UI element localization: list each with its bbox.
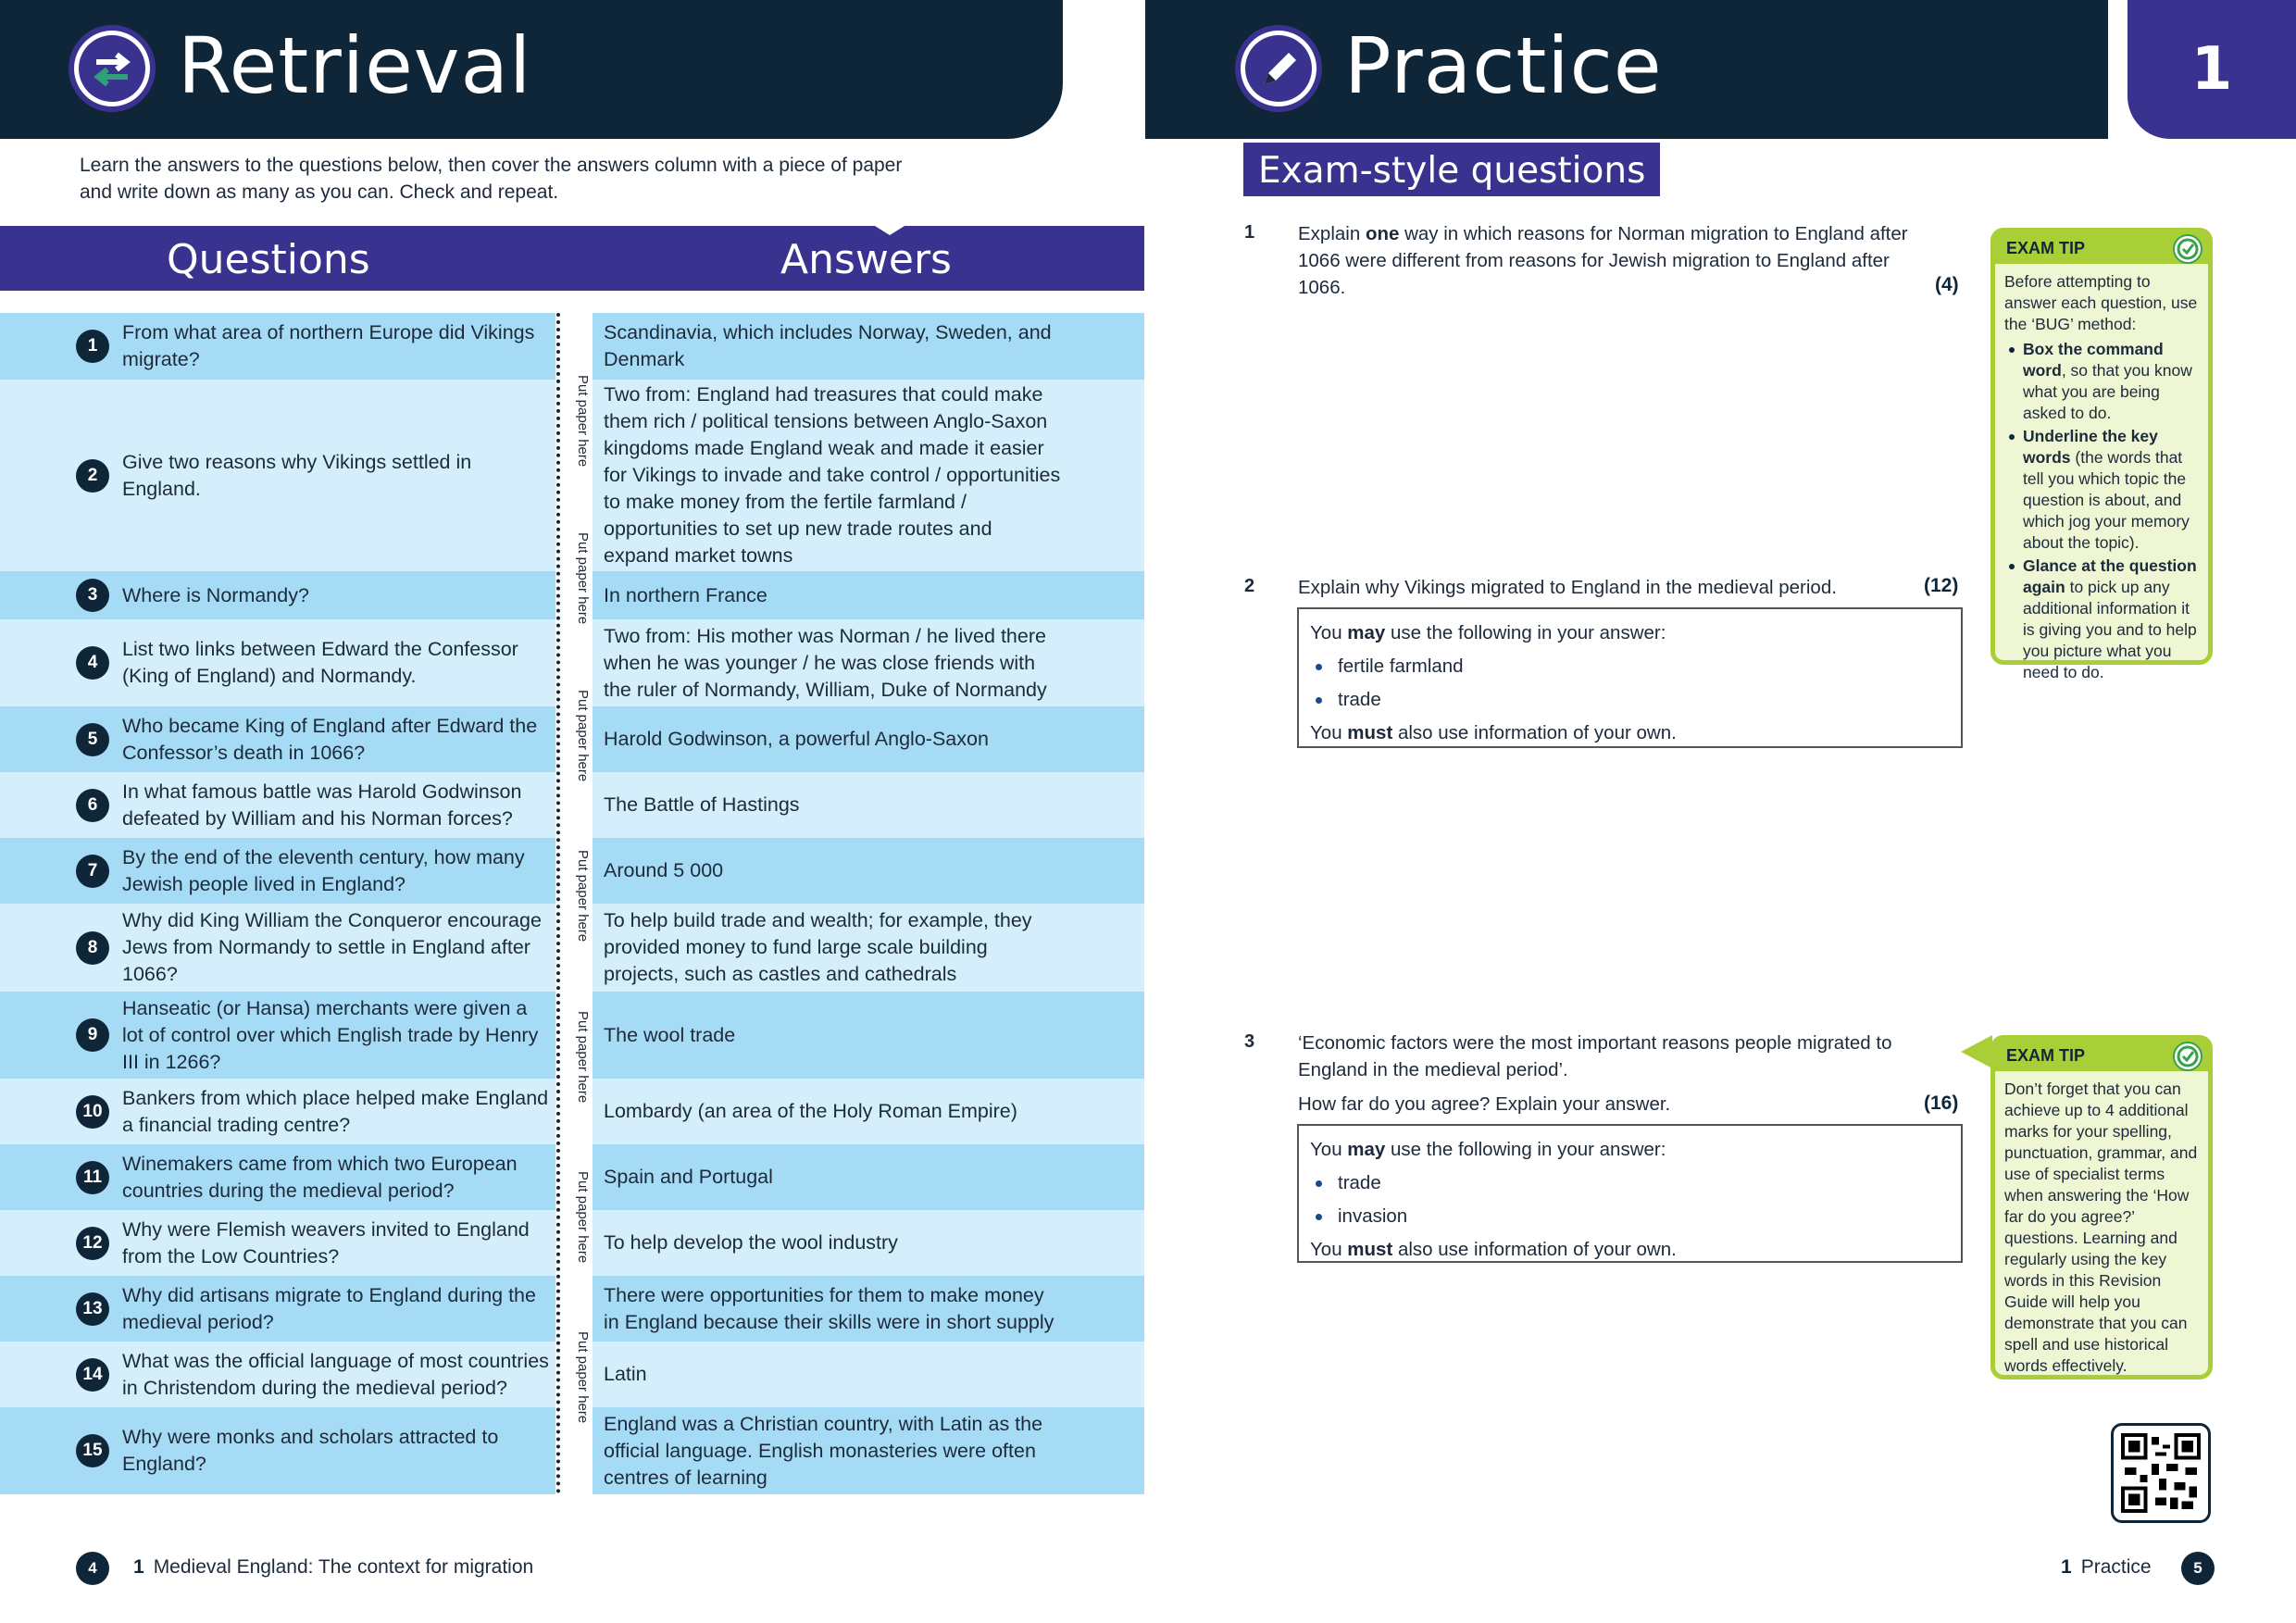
- question-3-hint-box: [1297, 1124, 1963, 1263]
- question-cell: In what famous battle was Harold Godwinson defeated by William and his Norman forces?: [0, 772, 555, 838]
- tip-item: Glance at the question again to pick up any additional information it is giving you and to help you picture what you need to do.: [2004, 556, 2199, 683]
- exam-tip-header: EXAM TIP: [1995, 232, 2208, 264]
- question-cell: Why were Flemish weavers invited to England from the Low Countries?: [0, 1210, 555, 1276]
- exam-tip-box: [1990, 1035, 2213, 1380]
- answer-cell: Lombardy (an area of the Holy Roman Empire): [593, 1079, 1144, 1144]
- row-number: 10: [76, 1095, 109, 1129]
- answer-cell: Around 5 000: [593, 838, 1144, 904]
- answer-cell: To help develop the wool industry: [593, 1210, 1144, 1276]
- answer-cell: Two from: His mother was Norman / he lived there when he was younger / he was close friends with the ruler of Normandy, William, Duke of Normandy: [593, 619, 1144, 706]
- chapter-footer: [133, 1556, 533, 1579]
- row-number: 2: [76, 459, 109, 493]
- answer-cell: England was a Christian country, with Latin as the official language. English monasteries were often centres of learning: [593, 1407, 1144, 1494]
- answer-cell: There were opportunities for them to make money in England because their skills were in short supply: [593, 1276, 1144, 1342]
- hint-own: You must also use information of your own.: [1310, 1239, 1677, 1260]
- hint-intro: You may use the following in your answer:: [1310, 622, 1666, 643]
- question-cell: Hanseatic (or Hansa) merchants were given a lot of control over which English trade by Henry III in 1266?: [0, 992, 555, 1079]
- questions-header: Questions: [167, 236, 370, 283]
- put-paper-label: Put paper here: [575, 532, 591, 625]
- qr-code[interactable]: [2111, 1423, 2211, 1523]
- practice-title: Practice: [1344, 20, 1663, 111]
- row-number: 14: [76, 1358, 109, 1392]
- hint-bullet: trade: [1310, 1167, 1950, 1200]
- section-heading: Exam-style questions: [1243, 143, 1660, 196]
- question-cell: Winemakers came from which two European countries during the medieval period?: [0, 1144, 555, 1210]
- answer-cell: The Battle of Hastings: [593, 772, 1144, 838]
- table-row: [0, 313, 1144, 380]
- answer-cell: In northern France: [593, 571, 1144, 619]
- put-paper-label: Put paper here: [575, 1171, 591, 1264]
- question-cell: From what area of northern Europe did Vikings migrate?: [0, 313, 555, 380]
- question-cell: Where is Normandy?: [0, 571, 555, 619]
- qa-header: [0, 226, 1144, 291]
- answer-cell: To help build trade and wealth; for example, they provided money to fund large scale building projects, such as castles and cathedrals: [593, 904, 1144, 992]
- question-1-marks: (4): [1935, 274, 1959, 295]
- answer-cell: Harold Godwinson, a powerful Anglo-Saxon: [593, 706, 1144, 772]
- put-paper-label: Put paper here: [575, 375, 591, 468]
- put-paper-label: Put paper here: [575, 690, 591, 782]
- question-cell: Who became King of England after Edward the Confessor’s death in 1066?: [0, 706, 555, 772]
- question-1-text: Explain one way in which reasons for Norman migration to England after 1066 were different from reasons for Jewish migration to England after 1066.: [1298, 223, 1908, 298]
- page-number-right: 5: [2181, 1552, 2215, 1585]
- row-number: 7: [76, 855, 109, 888]
- hint-bullet: trade: [1310, 683, 1950, 717]
- answer-cell: Latin: [593, 1342, 1144, 1407]
- row-number: 11: [76, 1161, 109, 1194]
- retrieval-intro: Learn the answers to the questions below, then cover the answers column with a piece of paper and write down as many as you can. Check and repeat.: [80, 155, 903, 203]
- exam-tip-body: [1995, 264, 2208, 694]
- row-number: 4: [76, 646, 109, 680]
- pencil-icon: [1235, 25, 1322, 112]
- put-paper-label: Put paper here: [575, 1331, 591, 1424]
- question-2-hint-box: [1297, 607, 1963, 748]
- answer-cell: Two from: England had treasures that could make them rich / political tensions between Anglo-Saxon kingdoms made England weak and made it easier for Vikings to invade and take control / opportunities to make money from the fertile farmland / opportunities to set up new trade routes and expand market towns: [593, 380, 1144, 571]
- answer-cell: Scandinavia, which includes Norway, Sweden, and Denmark: [593, 313, 1144, 380]
- retrieval-title: Retrieval: [178, 20, 532, 111]
- row-number: 9: [76, 1018, 109, 1052]
- footer-chapter-title: Medieval England: The context for migration: [153, 1556, 534, 1578]
- question-number: 1: [1244, 222, 1255, 243]
- brush-decoration: [593, 0, 1063, 139]
- hint-bullet: fertile farmland: [1310, 650, 1950, 683]
- exam-tip-box: [1990, 228, 2213, 681]
- question-number: 2: [1244, 576, 1255, 596]
- hint-intro: You may use the following in your answer:: [1310, 1139, 1666, 1160]
- row-number: 13: [76, 1292, 109, 1326]
- question-2-text: Explain why Vikings migrated to England in the medieval period.: [1298, 577, 1837, 598]
- question-3-text: ‘Economic factors were the most important reasons people migrated to England in the medieval period’.: [1298, 1032, 1892, 1080]
- target-icon: [2173, 234, 2202, 264]
- tip-pointer-arrow: [1961, 1035, 1992, 1068]
- answers-header: Answers: [780, 236, 952, 283]
- put-paper-label: Put paper here: [575, 1011, 591, 1104]
- footer-section-title: Practice: [2080, 1556, 2152, 1578]
- footer-chapter-number: 1: [133, 1556, 144, 1578]
- practice-footer: [2061, 1556, 2152, 1579]
- header-notch: [875, 226, 905, 235]
- question-cell: List two links between Edward the Confessor (King of England) and Normandy.: [0, 619, 555, 706]
- question-cell: Why did King William the Conqueror encourage Jews from Normandy to settle in England after 1066?: [0, 904, 555, 992]
- answer-cell: Spain and Portugal: [593, 1144, 1144, 1210]
- page-number-left: 4: [76, 1552, 109, 1585]
- exam-tip-header: EXAM TIP: [1995, 1040, 2208, 1071]
- row-number: 12: [76, 1227, 109, 1260]
- question-cell: Give two reasons why Vikings settled in England.: [0, 380, 555, 571]
- chapter-tab: 1: [2128, 0, 2296, 139]
- target-icon: [2173, 1042, 2202, 1071]
- question-cell: Bankers from which place helped make England a financial trading centre?: [0, 1079, 555, 1144]
- question-2-marks: (12): [1924, 575, 1959, 596]
- question-cell: What was the official language of most countries in Christendom during the medieval period?: [0, 1342, 555, 1407]
- question-cell: By the end of the eleventh century, how many Jewish people lived in England?: [0, 838, 555, 904]
- row-number: 15: [76, 1434, 109, 1467]
- table-row: [0, 772, 1144, 838]
- row-number: 8: [76, 931, 109, 965]
- row-number: 3: [76, 579, 109, 612]
- tip-item: Box the command word, so that you know what you are being asked to do.: [2004, 339, 2199, 424]
- question-cell: Why did artisans migrate to England during the medieval period?: [0, 1276, 555, 1342]
- question-3-marks: (16): [1924, 1092, 1959, 1114]
- exam-tip-intro: Before attempting to answer each question, use the ‘BUG’ method:: [2004, 272, 2198, 333]
- answer-cell: The wool trade: [593, 992, 1144, 1079]
- row-number: 6: [76, 789, 109, 822]
- hint-own: You must also use information of your own.: [1310, 722, 1677, 743]
- footer-chapter-number: 1: [2061, 1556, 2072, 1578]
- put-paper-label: Put paper here: [575, 850, 591, 943]
- cut-line: [556, 313, 560, 1494]
- brush-decoration-right: [1664, 0, 2108, 139]
- question-number: 3: [1244, 1031, 1255, 1052]
- row-number: 1: [76, 330, 109, 363]
- question-3-subtext: How far do you agree? Explain your answer.: [1298, 1093, 1671, 1115]
- row-number: 5: [76, 723, 109, 756]
- retrieval-arrows-icon: [69, 25, 156, 112]
- tip-item: Underline the key words (the words that tell you which topic the question is about, and which jog your memory about the topic).: [2004, 426, 2199, 554]
- question-cell: Why were monks and scholars attracted to England?: [0, 1407, 555, 1494]
- hint-bullet: invasion: [1310, 1200, 1950, 1233]
- exam-tip-body: Don’t forget that you can achieve up to 4 additional marks for your spelling, punctuation, grammar, and use of specialist terms when answering the ‘How far do you agree?’ questions. Learning and regularly using the key words in this Revision Guide will help you demonstrate that you can spell and use historical words effectively.: [2004, 1080, 2198, 1375]
